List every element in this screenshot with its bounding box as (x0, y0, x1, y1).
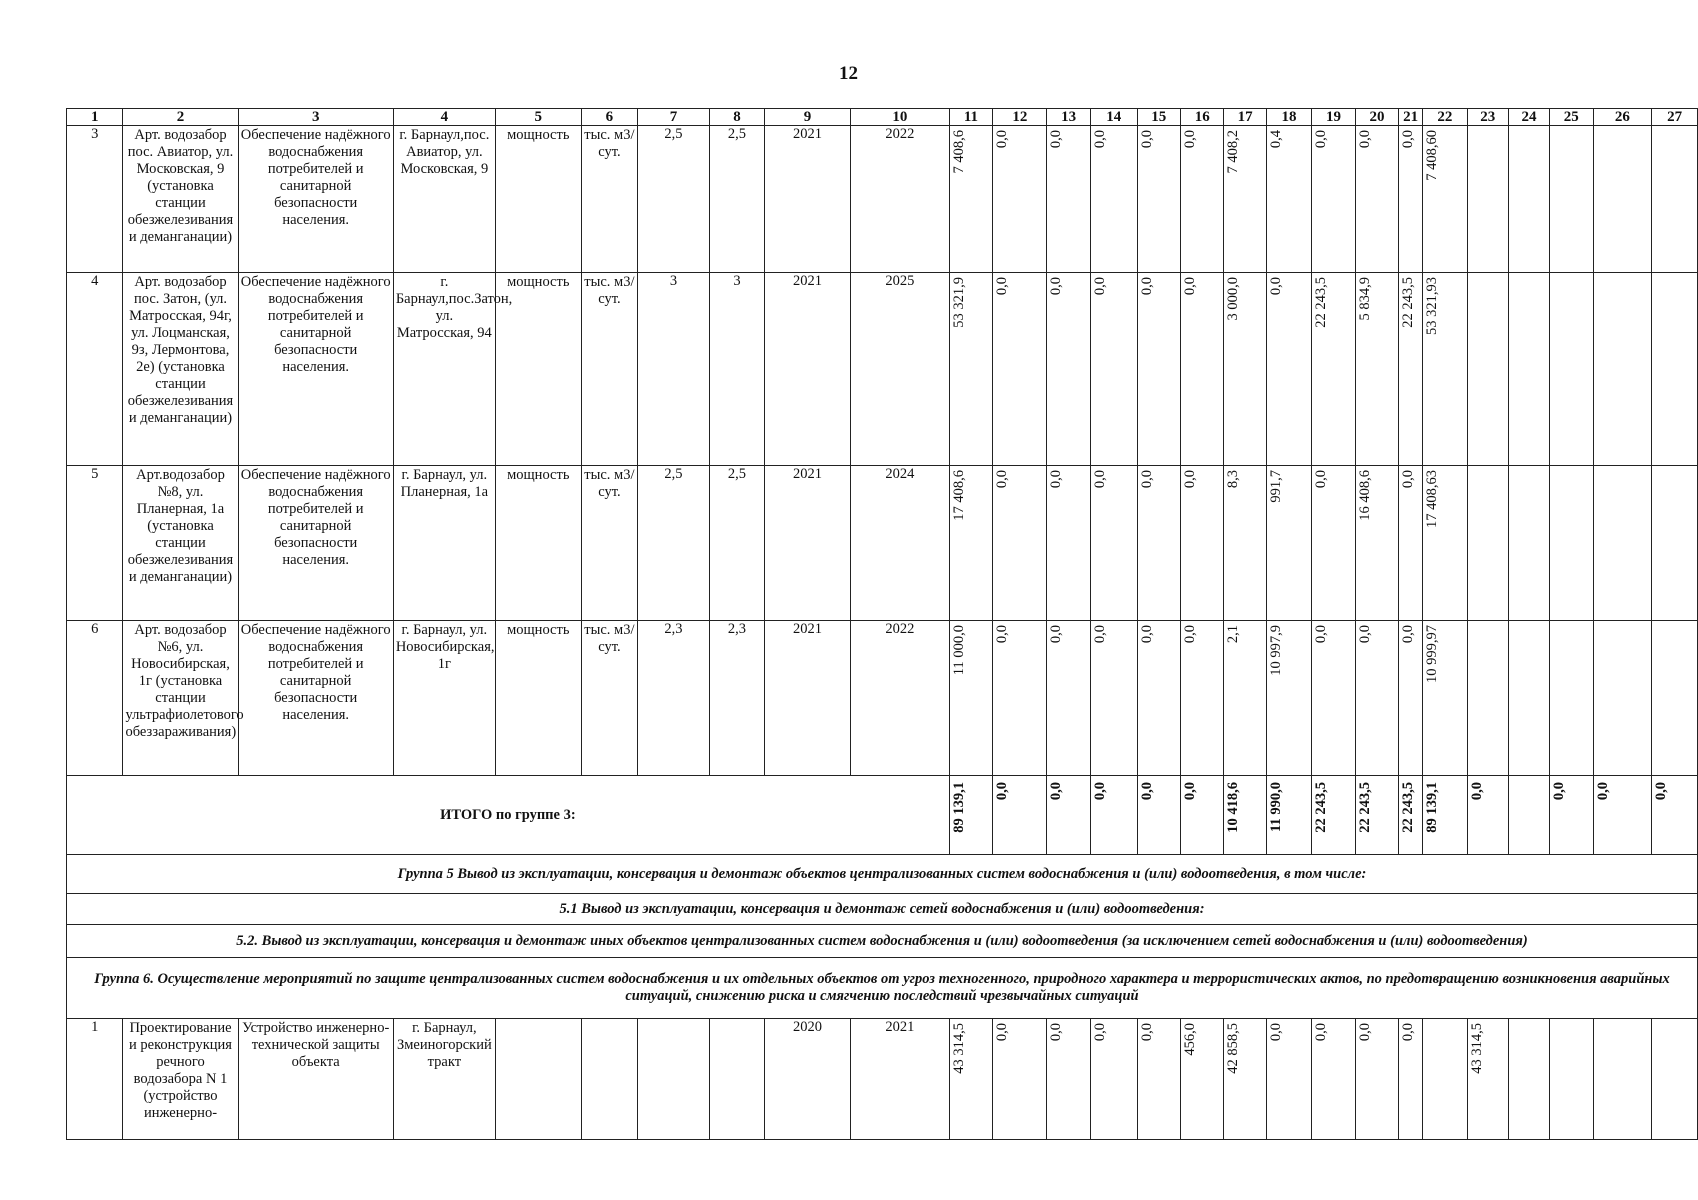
column-number-18: 18 (1266, 109, 1312, 126)
empty-cell (1593, 126, 1652, 273)
row-number: 4 (67, 273, 123, 466)
table-row (67, 126, 1698, 273)
cost-col-15 (1137, 466, 1180, 621)
address: г. Барнаул, ул. Новосибирская, 1г (393, 621, 495, 776)
cost-col-11 (949, 126, 992, 273)
cost-col-15 (1137, 1019, 1180, 1140)
empty-cell (1508, 273, 1549, 466)
cost-col-19 (1312, 466, 1355, 621)
column-number-24: 24 (1508, 109, 1549, 126)
cost-col-16-value: 0,0 (1181, 625, 1198, 644)
total-row (67, 776, 1698, 855)
empty-cell (1508, 621, 1549, 776)
cost-col-22 (1423, 466, 1468, 621)
cost-col-21-value: 0,0 (1400, 625, 1417, 644)
table-body (67, 109, 1698, 1140)
empty-cell (709, 1019, 764, 1140)
column-number-7: 7 (638, 109, 710, 126)
total-col-23 (1467, 776, 1508, 855)
total-col-21-value: 22 243,5 (1400, 782, 1417, 833)
empty-cell (1593, 466, 1652, 621)
total-col-18 (1266, 776, 1312, 855)
total-col-14 (1090, 776, 1137, 855)
cost-col-22-value: 10 999,97 (1424, 625, 1441, 683)
cost-col-12-value: 0,0 (994, 277, 1011, 296)
cost-col-20-value: 16 408,6 (1356, 470, 1373, 521)
empty-cell (1652, 126, 1698, 273)
total-col-14-value: 0,0 (1091, 782, 1108, 801)
cost-col-15-value: 0,0 (1138, 277, 1155, 296)
cost-col-17-value: 3 000,0 (1225, 277, 1242, 321)
row-number: 6 (67, 621, 123, 776)
purpose: Обеспечение надёжного водоснабжения потребителей и санитарной безопасности населения. (238, 621, 393, 776)
indicator: мощность (495, 273, 581, 466)
header-row (67, 109, 1698, 126)
cost-col-20-value: 5 834,9 (1356, 277, 1373, 321)
cost-col-12 (993, 273, 1047, 466)
cost-col-13-value: 0,0 (1048, 625, 1065, 644)
cost-col-11-value: 11 000,0 (950, 625, 967, 676)
column-number-22: 22 (1423, 109, 1468, 126)
cost-col-13 (1047, 621, 1090, 776)
total-col-13 (1047, 776, 1090, 855)
empty-cell (581, 1019, 637, 1140)
cost-col-17-value: 42 858,5 (1225, 1023, 1242, 1074)
cost-col-18-value: 991,7 (1267, 470, 1284, 503)
year-end: 2024 (850, 466, 949, 621)
cost-col-19 (1312, 1019, 1355, 1140)
cost-col-18 (1266, 1019, 1312, 1140)
total-col-20 (1355, 776, 1398, 855)
column-number-1: 1 (67, 109, 123, 126)
cost-col-21 (1399, 273, 1423, 466)
total-col-25 (1550, 776, 1593, 855)
cost-col-14 (1090, 621, 1137, 776)
cost-col-16-value: 456,0 (1181, 1023, 1198, 1056)
cost-col-19 (1312, 273, 1355, 466)
cost-col-18-value: 0,0 (1267, 277, 1284, 296)
table-row (67, 621, 1698, 776)
address: г. Барнаул, Змеиногорский тракт (393, 1019, 495, 1140)
cost-col-11-value: 53 321,9 (950, 277, 967, 328)
cost-col-15 (1137, 273, 1180, 466)
cost-col-20 (1355, 466, 1398, 621)
cost-col-23-value: 43 314,5 (1468, 1023, 1485, 1074)
total-col-19-value: 22 243,5 (1313, 782, 1330, 833)
empty-cell (1467, 621, 1508, 776)
cost-col-19-value: 0,0 (1313, 1023, 1330, 1042)
cost-col-14-value: 0,0 (1091, 277, 1108, 296)
cost-col-17 (1224, 273, 1266, 466)
cost-col-19-value: 0,0 (1313, 470, 1330, 489)
value-after: 2,3 (709, 621, 764, 776)
cost-col-13-value: 0,0 (1048, 1023, 1065, 1042)
empty-cell (1467, 273, 1508, 466)
row-number: 3 (67, 126, 123, 273)
cost-col-21 (1399, 621, 1423, 776)
cost-col-20 (1355, 126, 1398, 273)
cost-col-16 (1180, 273, 1223, 466)
cost-col-13-value: 0,0 (1048, 277, 1065, 296)
cost-col-21-value: 0,0 (1400, 1023, 1417, 1042)
year-end: 2022 (850, 126, 949, 273)
total-col-15 (1137, 776, 1180, 855)
cost-col-11 (949, 1019, 992, 1140)
cost-col-13 (1047, 466, 1090, 621)
cost-col-21 (1399, 1019, 1423, 1140)
year-start: 2021 (765, 273, 851, 466)
empty-cell (1652, 273, 1698, 466)
year-start: 2021 (765, 126, 851, 273)
cost-col-12 (993, 621, 1047, 776)
cost-col-17 (1224, 1019, 1266, 1140)
column-number-6: 6 (581, 109, 637, 126)
cost-col-19-value: 0,0 (1313, 130, 1330, 149)
cost-col-20-value: 0,0 (1356, 130, 1373, 149)
cost-col-16-value: 0,0 (1181, 277, 1198, 296)
cost-col-15-value: 0,0 (1138, 470, 1155, 489)
table-row (67, 1019, 1698, 1140)
column-number-3: 3 (238, 109, 393, 126)
indicator: мощность (495, 126, 581, 273)
cost-col-20 (1355, 1019, 1398, 1140)
cost-col-20 (1355, 621, 1398, 776)
total-col-21 (1399, 776, 1423, 855)
cost-col-18 (1266, 466, 1312, 621)
cost-col-13-value: 0,0 (1048, 130, 1065, 149)
total-col-22-value: 89 139,1 (1424, 782, 1441, 833)
column-number-26: 26 (1593, 109, 1652, 126)
cost-col-16-value: 0,0 (1181, 130, 1198, 149)
total-col-26 (1593, 776, 1652, 855)
group-5-1-title: 5.1 Вывод из эксплуатации, консервация и демонтаж сетей водоснабжения и (или) водоотведения: (67, 894, 1698, 925)
total-col-16 (1180, 776, 1223, 855)
total-col-17 (1224, 776, 1266, 855)
cost-col-22 (1423, 126, 1468, 273)
cost-col-15-value: 0,0 (1138, 625, 1155, 644)
total-col-13-value: 0,0 (1048, 782, 1065, 801)
object-name: Арт. водозабор пос. Затон, (ул. Матросская, 94г, ул. Лоцманская, 9з, Лермонтова, 2е) (установка станции обезжелезивания и деманганации) (123, 273, 238, 466)
column-number-8: 8 (709, 109, 764, 126)
cost-col-15-value: 0,0 (1138, 1023, 1155, 1042)
cost-col-11-value: 17 408,6 (950, 470, 967, 521)
column-number-4: 4 (393, 109, 495, 126)
cost-col-16 (1180, 621, 1223, 776)
cost-col-11 (949, 273, 992, 466)
empty-cell (1652, 1019, 1698, 1140)
cost-col-16 (1180, 1019, 1223, 1140)
column-number-23: 23 (1467, 109, 1508, 126)
cost-col-16 (1180, 466, 1223, 621)
cost-col-21-value: 0,0 (1400, 470, 1417, 489)
column-number-2: 2 (123, 109, 238, 126)
cost-col-15 (1137, 621, 1180, 776)
total-label: ИТОГО по группе 3: (67, 776, 950, 855)
indicator: мощность (495, 621, 581, 776)
empty-cell (638, 1019, 710, 1140)
cost-col-22 (1423, 621, 1468, 776)
cost-col-18-value: 0,4 (1267, 130, 1284, 149)
cost-col-20-value: 0,0 (1356, 625, 1373, 644)
cost-col-19 (1312, 126, 1355, 273)
cost-col-14-value: 0,0 (1091, 130, 1108, 149)
total-col-24 (1508, 776, 1549, 855)
table-row (67, 273, 1698, 466)
object-name: Проектирование и реконструкция речного водозабора N 1 (устройство инженерно- (123, 1019, 238, 1140)
cost-col-18-value: 0,0 (1267, 1023, 1284, 1042)
column-number-27: 27 (1652, 109, 1698, 126)
total-col-27 (1652, 776, 1698, 855)
column-number-13: 13 (1047, 109, 1090, 126)
cost-col-15 (1137, 126, 1180, 273)
unit: тыс. м3/сут. (581, 466, 637, 621)
column-number-5: 5 (495, 109, 581, 126)
empty-cell (495, 1019, 581, 1140)
cost-col-14 (1090, 466, 1137, 621)
cost-col-18 (1266, 126, 1312, 273)
cost-col-21 (1399, 466, 1423, 621)
object-name: Арт.водозабор №8, ул. Планерная, 1а (установка станции обезжелезивания и деманганации) (123, 466, 238, 621)
total-col-11 (949, 776, 992, 855)
cost-col-13 (1047, 273, 1090, 466)
cost-col-12 (993, 1019, 1047, 1140)
group-5-title: Группа 5 Вывод из эксплуатации, консервация и демонтаж объектов централизованных систем водоснабжения и (или) водоотведения, в том числе: (67, 855, 1698, 894)
cost-col-16-value: 0,0 (1181, 470, 1198, 489)
cost-col-12-value: 0,0 (994, 625, 1011, 644)
cost-col-14 (1090, 1019, 1137, 1140)
total-col-23-value: 0,0 (1468, 782, 1485, 801)
value-after: 2,5 (709, 126, 764, 273)
cost-col-22 (1423, 1019, 1468, 1140)
column-number-19: 19 (1312, 109, 1355, 126)
page-number: 12 (839, 63, 858, 84)
cost-col-12 (993, 466, 1047, 621)
cost-col-12 (993, 126, 1047, 273)
total-col-11-value: 89 139,1 (950, 782, 967, 833)
column-number-17: 17 (1224, 109, 1266, 126)
cost-col-17 (1224, 466, 1266, 621)
value-before: 3 (638, 273, 710, 466)
object-name: Арт. водозабор пос. Авиатор, ул. Московская, 9 (установка станции обезжелезивания и деманганации) (123, 126, 238, 273)
cost-col-22-value: 7 408,60 (1424, 130, 1441, 181)
column-number-15: 15 (1137, 109, 1180, 126)
table-row (67, 466, 1698, 621)
purpose: Обеспечение надёжного водоснабжения потребителей и санитарной безопасности населения. (238, 126, 393, 273)
unit: тыс. м3/сут. (581, 273, 637, 466)
empty-cell (1593, 621, 1652, 776)
cost-col-12-value: 0,0 (994, 1023, 1011, 1042)
empty-cell (1550, 466, 1593, 621)
total-col-12-value: 0,0 (994, 782, 1011, 801)
empty-cell (1550, 273, 1593, 466)
cost-col-21-value: 0,0 (1400, 130, 1417, 149)
object-name: Арт. водозабор №6, ул. Новосибирская, 1г (установка станции ультрафиолетового обеззараживания) (123, 621, 238, 776)
cost-col-22 (1423, 273, 1468, 466)
cost-col-18 (1266, 273, 1312, 466)
year-end: 2025 (850, 273, 949, 466)
address: г. Барнаул,пос. Авиатор, ул. Московская, 9 (393, 126, 495, 273)
cost-col-11-value: 7 408,6 (950, 130, 967, 174)
year-end: 2021 (850, 1019, 949, 1140)
empty-cell (1550, 126, 1593, 273)
empty-cell (1467, 126, 1508, 273)
cost-col-14-value: 0,0 (1091, 625, 1108, 644)
address: г. Барнаул,пос.Затон, ул. Матросская, 94 (393, 273, 495, 466)
total-col-26-value: 0,0 (1594, 782, 1611, 801)
cost-col-23 (1467, 1019, 1508, 1140)
empty-cell (1508, 466, 1549, 621)
year-start: 2021 (765, 466, 851, 621)
empty-cell (1467, 466, 1508, 621)
empty-cell (1508, 1019, 1549, 1140)
empty-cell (1652, 621, 1698, 776)
unit: тыс. м3/сут. (581, 621, 637, 776)
cost-col-18-value: 10 997,9 (1267, 625, 1284, 676)
column-number-25: 25 (1550, 109, 1593, 126)
cost-col-17 (1224, 126, 1266, 273)
empty-cell (1550, 621, 1593, 776)
row-number: 5 (67, 466, 123, 621)
value-before: 2,3 (638, 621, 710, 776)
column-number-21: 21 (1399, 109, 1423, 126)
cost-col-12-value: 0,0 (994, 130, 1011, 149)
cost-col-11 (949, 466, 992, 621)
total-col-27-value: 0,0 (1653, 782, 1670, 801)
cost-col-16 (1180, 126, 1223, 273)
cost-col-13-value: 0,0 (1048, 470, 1065, 489)
empty-cell (1593, 273, 1652, 466)
cost-col-17-value: 7 408,2 (1225, 130, 1242, 174)
cost-col-14 (1090, 273, 1137, 466)
purpose: Устройство инженерно-технической защиты объекта (238, 1019, 393, 1140)
cost-col-21-value: 22 243,5 (1400, 277, 1417, 328)
cost-col-19-value: 0,0 (1313, 625, 1330, 644)
column-number-14: 14 (1090, 109, 1137, 126)
column-number-16: 16 (1180, 109, 1223, 126)
cost-col-13 (1047, 1019, 1090, 1140)
total-col-12 (993, 776, 1047, 855)
unit: тыс. м3/сут. (581, 126, 637, 273)
cost-col-13 (1047, 126, 1090, 273)
empty-cell (1550, 1019, 1593, 1140)
group-row (67, 855, 1698, 894)
value-before: 2,5 (638, 466, 710, 621)
group-row (67, 958, 1698, 1019)
cost-col-21 (1399, 126, 1423, 273)
column-number-9: 9 (765, 109, 851, 126)
cost-col-20 (1355, 273, 1398, 466)
cost-col-11 (949, 621, 992, 776)
total-col-15-value: 0,0 (1138, 782, 1155, 801)
investment-table (66, 108, 1698, 1140)
total-col-18-value: 11 990,0 (1267, 782, 1284, 832)
cost-col-18 (1266, 621, 1312, 776)
purpose: Обеспечение надёжного водоснабжения потребителей и санитарной безопасности населения. (238, 466, 393, 621)
cost-col-15-value: 0,0 (1138, 130, 1155, 149)
group-row (67, 894, 1698, 925)
cost-col-19 (1312, 621, 1355, 776)
column-number-12: 12 (993, 109, 1047, 126)
cost-col-19-value: 22 243,5 (1313, 277, 1330, 328)
group-5-2-title: 5.2. Вывод из эксплуатации, консервация и демонтаж иных объектов централизованных систем водоснабжения и (или) водоотведения (за исключением сетей водоснабжения и (или) водоотведения) (67, 925, 1698, 958)
value-after: 2,5 (709, 466, 764, 621)
cost-col-14-value: 0,0 (1091, 1023, 1108, 1042)
value-after: 3 (709, 273, 764, 466)
year-start: 2020 (765, 1019, 851, 1140)
cost-col-17 (1224, 621, 1266, 776)
column-number-20: 20 (1355, 109, 1398, 126)
purpose: Обеспечение надёжного водоснабжения потребителей и санитарной безопасности населения. (238, 273, 393, 466)
total-col-22 (1423, 776, 1468, 855)
cost-col-22-value: 53 321,93 (1424, 277, 1441, 335)
cost-col-22-value: 17 408,63 (1424, 470, 1441, 528)
total-col-25-value: 0,0 (1551, 782, 1568, 801)
cost-col-17-value: 2,1 (1225, 625, 1242, 644)
row-number: 1 (67, 1019, 123, 1140)
cost-col-20-value: 0,0 (1356, 1023, 1373, 1042)
total-col-17-value: 10 418,6 (1225, 782, 1242, 833)
address: г. Барнаул, ул. Планерная, 1а (393, 466, 495, 621)
cost-col-17-value: 8,3 (1225, 470, 1242, 489)
column-number-10: 10 (850, 109, 949, 126)
group-row (67, 925, 1698, 958)
cost-col-14-value: 0,0 (1091, 470, 1108, 489)
group-6-title: Группа 6. Осуществление мероприятий по защите централизованных систем водоснабжения и их отдельных объектов от угроз техногенного, природного характера и террористических актов, по предотвращению возникновения аварийных ситуаций, снижению риска и смягчению последствий чрезвычайных ситуаций (67, 958, 1698, 1019)
indicator: мощность (495, 466, 581, 621)
cost-col-14 (1090, 126, 1137, 273)
column-number-11: 11 (949, 109, 992, 126)
total-col-16-value: 0,0 (1181, 782, 1198, 801)
cost-col-12-value: 0,0 (994, 470, 1011, 489)
empty-cell (1508, 126, 1549, 273)
total-col-19 (1312, 776, 1355, 855)
empty-cell (1652, 466, 1698, 621)
total-col-20-value: 22 243,5 (1356, 782, 1373, 833)
year-end: 2022 (850, 621, 949, 776)
empty-cell (1593, 1019, 1652, 1140)
value-before: 2,5 (638, 126, 710, 273)
cost-col-11-value: 43 314,5 (950, 1023, 967, 1074)
year-start: 2021 (765, 621, 851, 776)
